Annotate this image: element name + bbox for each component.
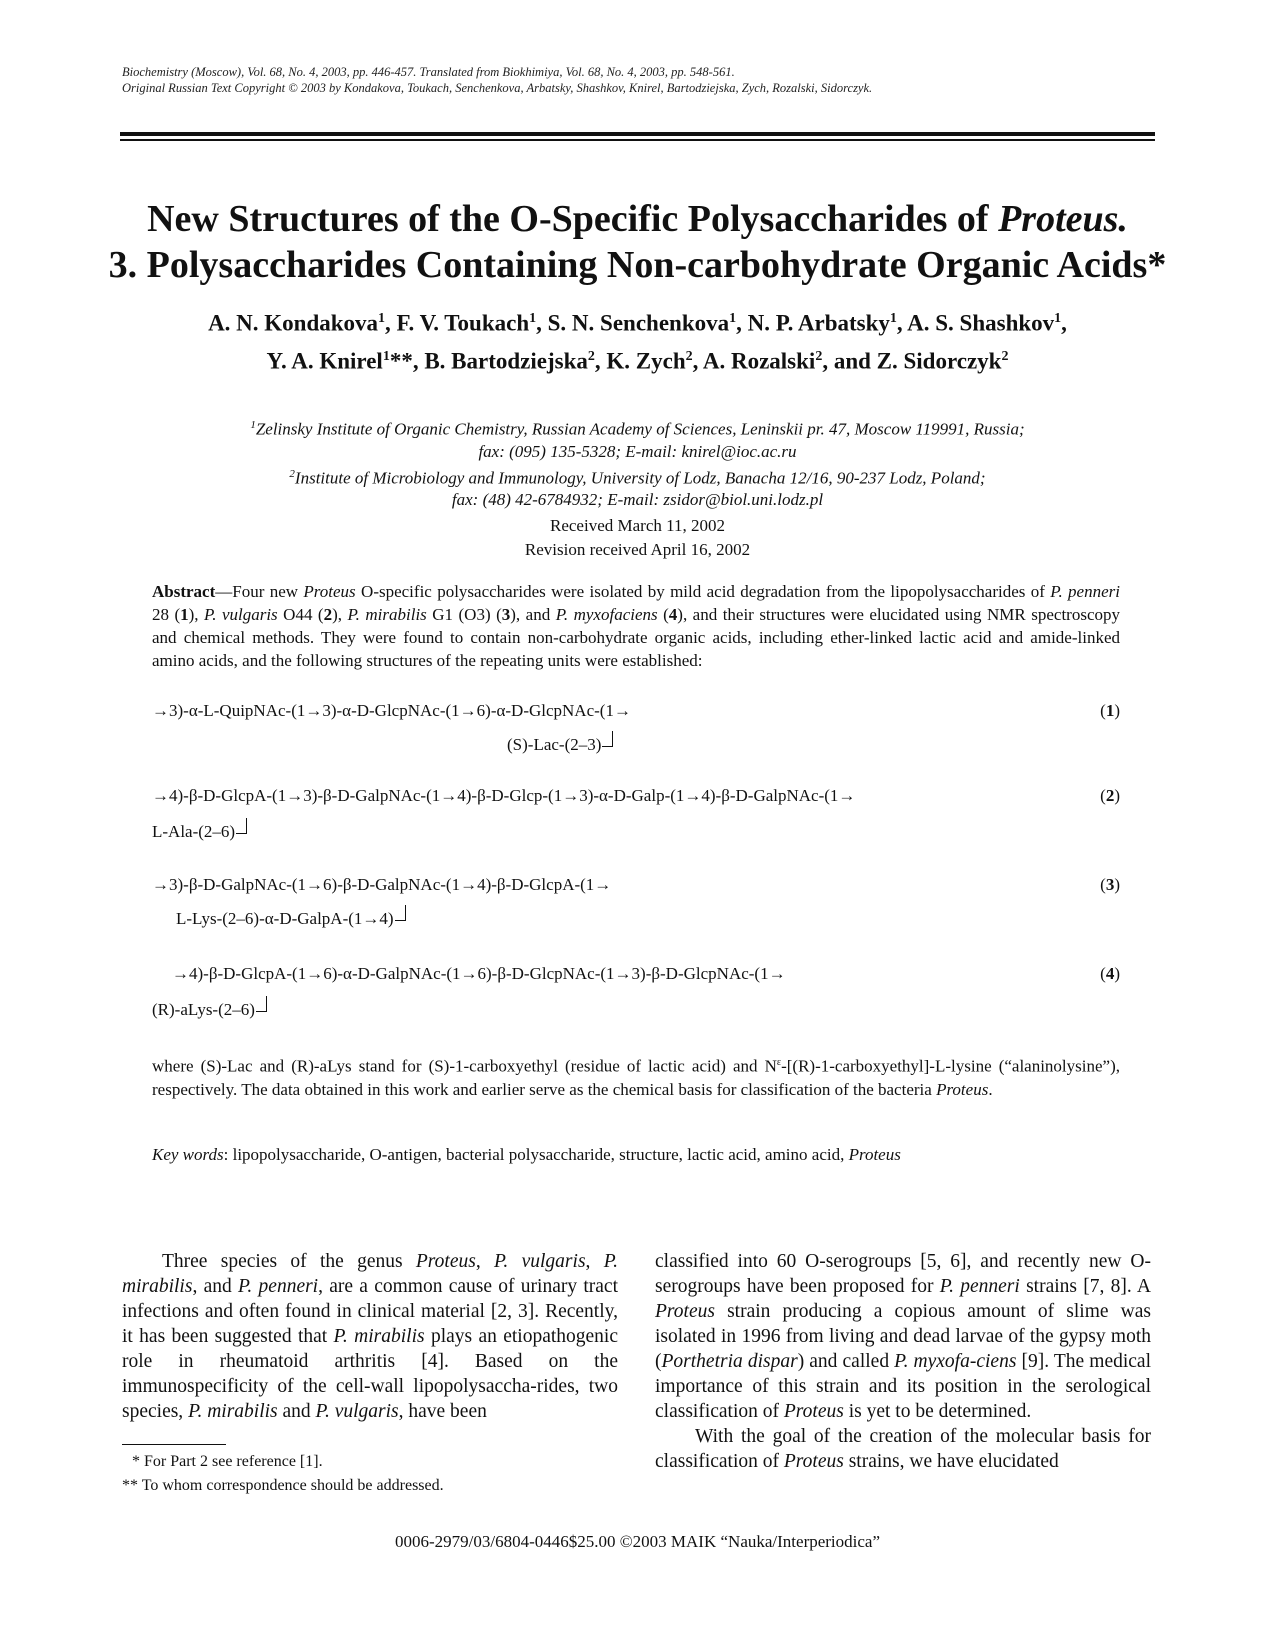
keywords-italic: Proteus (848, 1145, 901, 1164)
branch-link-icon (236, 818, 247, 834)
text: plays an etiopathogenic role in rheumatoid arthritis [4]. Based on the immunospecificity of the cell-wall lipopolysaccha-rides, two species, (122, 1326, 618, 1422)
title-part-1: New Structures of the O-Specific Polysaccharides of (147, 198, 999, 240)
structure-2-main: →4)-β-D-GlcpA-(1→3)-β-D-GalpNAc-(1→4)-β-D-Glcp-(1→3)-α-D-Galp-(1→4)-β-D-GalpNAc-(1→ (152, 786, 856, 805)
italic-text: P. penneri (939, 1276, 1020, 1297)
italic-text: Proteus (783, 1451, 844, 1472)
author-sup: 2 (1001, 348, 1009, 364)
affiliations (0, 414, 1275, 511)
text: and (277, 1401, 316, 1422)
author: K. Zych (606, 348, 686, 374)
structure-3-number: (3) (1100, 875, 1120, 894)
affiliation-2-contact: fax: (48) 42-6784932; E-mail: zsidor@biol.uni.lodz.pl (451, 490, 824, 510)
branch-link-icon (395, 905, 406, 921)
header-rule-thin (120, 139, 1155, 141)
compound-number: 2 (323, 605, 333, 624)
text: Three species of the genus (162, 1251, 416, 1272)
footnotes (122, 1450, 444, 1498)
body-column-left (122, 1249, 618, 1424)
dates (0, 514, 1275, 562)
structure-4-branch (152, 996, 267, 1021)
structure-4-main: →4)-β-D-GlcpA-(1→6)-α-D-GalpNAc-(1→6)-β-D-GlcpNAc-(1→3)-β-D-GlcpNAc-(1→ (172, 964, 786, 983)
footnote-rule (122, 1444, 226, 1445)
paragraph (655, 1249, 1151, 1424)
header-line-2: Original Russian Text Copyright © 2003 by Kondakova, Toukach, Senchenkova, Arbatsky, Shashkov, Knirel, Bartodziejska, Zych, Rozalski, Sidorczyk. (122, 81, 873, 95)
author-and: and (833, 348, 871, 374)
abstract-italic: P. vulgaris (204, 605, 278, 624)
text: , and (192, 1276, 238, 1297)
footnote-2: ** To whom correspondence should be addressed. (122, 1477, 444, 1494)
epsilon-sup: ε (776, 1057, 782, 1068)
affiliation-1: Zelinsky Institute of Organic Chemistry, Russian Academy of Sciences, Leninskii pr. 47, Moscow 119991, Russia; (255, 419, 1025, 439)
title-italic: Proteus. (998, 198, 1128, 240)
abstract-label: Abstract (152, 582, 216, 601)
after-italic: Proteus (936, 1079, 989, 1099)
author-list: A. N. Kondakova$^1$, F. V. Toukach$^1$, S. N. Senchenkova$^1$, N. P. Arbatsky$^1$, A. S. Shashkov$^1$, Y. A. Knirel$^1$**, B. Bartodziejska$^2$, K. Zych$^2$, A. Rozalski$^2$, and Z. Sidorczyk$^2$ (208, 310, 1067, 374)
author-sup: 2 (685, 348, 693, 364)
header-rule-thick (120, 132, 1155, 136)
structure-1-main: →3)-α-L-QuipNAc-(1→3)-α-D-GlcpNAc-(1→6)-α-D-GlcpNAc-(1→ (152, 701, 631, 720)
header-line-1: Biochemistry (Moscow), Vol. 68, No. 4, 2003, pp. 446-457. Translated from Biokhimiya, Vol. 68, No. 4, 2003, pp. 548-561. (122, 65, 735, 79)
text: strains [7, 8]. A (1019, 1276, 1152, 1297)
structure-1-branch (507, 731, 613, 756)
author: S. N. Senchenkova (547, 310, 730, 336)
italic-text: Porthetria dispar (661, 1351, 798, 1372)
structure-4-number: (4) (1100, 964, 1120, 983)
author: A. Rozalski (702, 348, 816, 374)
keywords (152, 1143, 901, 1166)
compound-number: 3 (501, 605, 511, 624)
abstract-text: ( (657, 605, 669, 624)
text: , have been (398, 1401, 487, 1422)
italic-text: P. myxofa-ciens (894, 1351, 1017, 1372)
abstract-text: 28 ( (152, 605, 181, 624)
text: , are a common cause of urinary tract infections and often found in clinical material [2, 3]. Recently, it has been suggested that (122, 1276, 619, 1347)
abstract-text: ), and (510, 605, 556, 624)
structure-2-branch (152, 818, 247, 843)
affiliation-2: Institute of Microbiology and Immunology, University of Lodz, Banacha 12/16, 90-237 Lodz, Poland; (294, 468, 986, 488)
structure-3-main: →3)-β-D-GalpNAc-(1→6)-β-D-GalpNAc-(1→4)-β-D-GlcpA-(1→ (152, 875, 612, 894)
author-sup: 2 (587, 348, 595, 364)
affil-sup: 1 (250, 419, 256, 431)
journal-header (122, 64, 872, 96)
author: N. P. Arbatsky (747, 310, 890, 336)
text: strain producing a copious amount of slime was isolated in 1996 from living and dead larvae of the gypsy moth ( (655, 1301, 1151, 1372)
author: F. V. Toukach (396, 310, 530, 336)
author: B. Bartodziejska (424, 348, 588, 374)
italic-text: Proteus (415, 1251, 476, 1272)
structure-number: 4 (1105, 964, 1115, 983)
abstract-text: G1 (O3) ( (426, 605, 502, 624)
received-date: Received March 11, 2002 (550, 516, 725, 535)
paragraph (655, 1424, 1151, 1474)
author-sup: 1 (382, 348, 390, 364)
text: classified into 60 O-serogroups [5, 6], and recently new O-serogroups have been proposed for (655, 1251, 1151, 1297)
author-sup: 1 (889, 311, 897, 326)
author-sup: 1 (1054, 311, 1062, 326)
author: A. S. Shashkov (907, 310, 1055, 336)
keywords-label: Key words (152, 1145, 224, 1164)
abstract-text: O44 ( (277, 605, 324, 624)
body-column-right (655, 1249, 1151, 1474)
author-sup: 2 (815, 348, 823, 364)
branch-text: (R)-aLys-(2–6) (152, 1000, 255, 1019)
italic-text: P. penneri (238, 1276, 319, 1297)
revised-date: Revision received April 16, 2002 (524, 540, 751, 559)
text: strains, we have elucidated (843, 1451, 1059, 1472)
branch-text: L-Lys-(2–6)-α-D-GalpA-(1→4) (176, 909, 394, 928)
corresponding-mark: ** (389, 348, 413, 374)
structure-number: 3 (1105, 875, 1115, 894)
after-text: -[(R)-1-carboxyethyl]-L-lysine (“alaninolysine”), respectively. The data obtained in this work and earlier serve as the chemical basis for classification of the bacteria (152, 1056, 1121, 1099)
text: ) and called (797, 1351, 895, 1372)
author-sup: 1 (378, 311, 386, 326)
italic-text: P. vulgaris (494, 1251, 586, 1272)
italic-text: P. vulgaris (315, 1401, 399, 1422)
text: is yet to be determined. (843, 1401, 1032, 1422)
abstract-italic: Proteus (303, 582, 356, 601)
author-sup: 1 (729, 311, 737, 326)
author-sup: 1 (529, 311, 537, 326)
paragraph (122, 1249, 618, 1424)
affil-sup: 2 (289, 467, 295, 480)
author: Y. A. Knirel (266, 348, 383, 374)
branch-link-icon (256, 996, 267, 1012)
branch-link-icon (602, 731, 613, 747)
after-text: where (S)-Lac and (R)-aLys stand for (S)-1-carboxyethyl (residue of lactic acid) and N (152, 1056, 777, 1076)
structure-number: 1 (1105, 701, 1115, 720)
structure-1-number: (1) (1100, 701, 1120, 720)
italic-text: Proteus (783, 1401, 844, 1422)
compound-number: 1 (180, 605, 189, 624)
affiliation-1-contact: fax: (095) 135-5328; E-mail: knirel@ioc.ac.ru (478, 441, 797, 461)
after-text: . (988, 1079, 993, 1099)
abstract-text: ), and their structures were elucidated using NMR spectroscopy and chemical methods. They were found to contain non-carbohydrate organic acids, including ether-linked lactic acid and amide-linked amino acids, and the following structures of the repeating units were established: (152, 605, 1120, 670)
abstract-text: —Four new (215, 582, 304, 601)
abstract-italic: P. penneri (1050, 582, 1120, 601)
text: [9]. The medical importance of this strain and its position in the serological classification of (655, 1351, 1151, 1422)
structure-2-number: (2) (1100, 786, 1120, 805)
footnote-1: * For Part 2 see reference [1]. (132, 1453, 323, 1470)
title-line-2: 3. Polysaccharides Containing Non-carbohydrate Organic Acids* (108, 244, 1167, 286)
author: A. N. Kondakova (208, 310, 379, 336)
abstract-continuation (152, 1051, 1120, 1101)
text: , (585, 1251, 604, 1272)
structure-number: 2 (1105, 786, 1115, 805)
abstract-text: ), (332, 605, 348, 624)
structure-3-branch (176, 905, 406, 930)
compound-number: 4 (668, 605, 678, 624)
abstract-text: ), (188, 605, 205, 624)
text: , (475, 1251, 495, 1272)
italic-text: P. mirabilis (333, 1326, 425, 1347)
branch-text: (S)-Lac-(2–3) (507, 735, 602, 754)
abstract-italic: P. myxofaciens (555, 605, 658, 624)
abstract-italic: P. mirabilis (347, 605, 427, 624)
abstract-text: O-specific polysaccharides were isolated by mild acid degradation from the lipopolysaccharides of (355, 582, 1051, 601)
paper-title (0, 196, 1275, 288)
italic-text: Proteus (655, 1301, 715, 1322)
branch-text: L-Ala-(2–6) (152, 822, 236, 841)
italic-text: P. mirabilis (122, 1251, 618, 1297)
author: Z. Sidorczyk (876, 348, 1002, 374)
italic-text: P. mirabilis (188, 1401, 278, 1422)
text: With the goal of the creation of the molecular basis for classification of (655, 1426, 1151, 1472)
abstract (152, 580, 1120, 672)
page-footer: 0006-2979/03/6804-0446$25.00 ©2003 MAIK “Nauka/Interperiodica” (394, 1532, 881, 1551)
keywords-text: : lipopolysaccharide, O-antigen, bacterial polysaccharide, structure, lactic acid, amino acid, (223, 1145, 849, 1164)
